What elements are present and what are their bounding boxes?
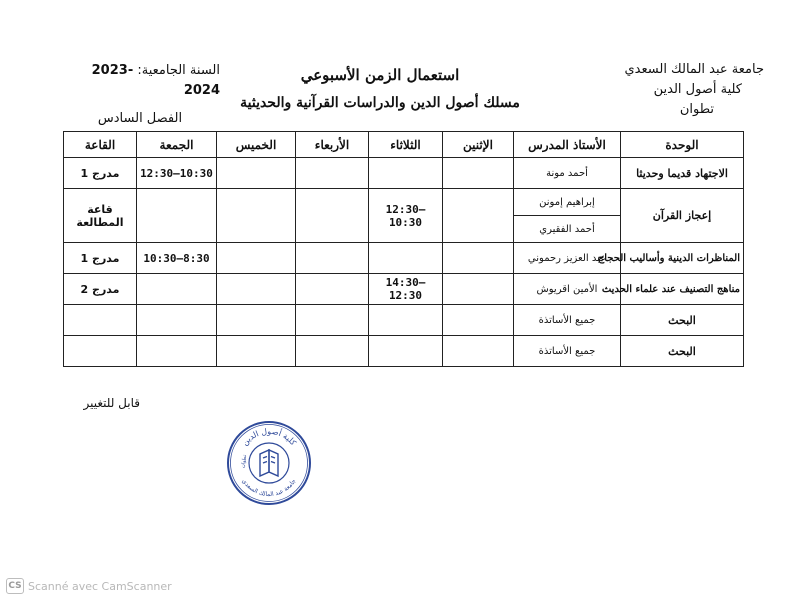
room-cell: قاعة المطالعة <box>64 189 137 243</box>
friday-cell: 12:30–10:30 <box>137 158 217 189</box>
wednesday-cell <box>296 274 369 305</box>
teacher-cell: عبد العزيز رحموني <box>514 243 621 274</box>
table-row <box>64 274 744 305</box>
book-emblem-icon <box>260 450 278 476</box>
thursday-cell <box>217 305 296 336</box>
wednesday-cell <box>296 158 369 189</box>
tuesday-cell <box>369 158 443 189</box>
teacher-cell: الأمين اقريوش <box>514 274 621 305</box>
thursday-cell <box>217 189 296 243</box>
table-row <box>64 336 744 367</box>
header-wednesday: الأربعاء <box>296 132 369 158</box>
wednesday-cell <box>296 189 369 243</box>
weekly-schedule-table <box>63 131 744 367</box>
table-row <box>64 243 744 274</box>
teacher-cell: جميع الأساتذة <box>514 336 621 367</box>
teacher-cell: جميع الأساتذة <box>514 305 621 336</box>
wednesday-cell <box>296 243 369 274</box>
thursday-cell <box>217 336 296 367</box>
title-block <box>230 64 530 114</box>
thursday-cell <box>217 274 296 305</box>
institution-header <box>544 60 764 120</box>
room-cell: مدرج 1 <box>64 243 137 274</box>
header-friday: الجمعة <box>137 132 217 158</box>
unit-cell: المناظرات الدينية وأساليب الحجاج <box>621 243 744 274</box>
header-room: القاعة <box>64 132 137 158</box>
tuesday-cell <box>369 243 443 274</box>
monday-cell <box>443 336 514 367</box>
stamp-seal-icon <box>226 420 312 506</box>
tuesday-cell: 12:30–10:30 <box>369 189 443 243</box>
wednesday-cell <box>296 336 369 367</box>
friday-cell: 10:30–8:30 <box>137 243 217 274</box>
stamp-bottom-text: جامعة عبد المالك السعدي <box>240 477 298 499</box>
monday-cell <box>443 189 514 243</box>
table-row <box>64 189 744 216</box>
header-monday: الإثنين <box>443 132 514 158</box>
unit-cell: الاجتهاد قديما وحديثا <box>621 158 744 189</box>
stamp-top-text: كلية أصول الدين <box>240 426 298 448</box>
table-row <box>64 158 744 189</box>
thursday-cell <box>217 243 296 274</box>
scanner-watermark-text: Scanné avec CamScanner <box>28 579 172 593</box>
subject-to-change-note: قابل للتغيير <box>83 396 140 410</box>
teacher-cell: أحمد الفقيري <box>514 216 621 243</box>
academic-year-value: 2023-2024 <box>91 63 220 98</box>
monday-cell <box>443 243 514 274</box>
teacher-cell: إبراهيم إمونن <box>514 189 621 216</box>
monday-cell <box>443 158 514 189</box>
faculty-name: كلية أصول الدين <box>653 82 742 97</box>
tuesday-cell <box>369 305 443 336</box>
tuesday-cell: 14:30–12:30 <box>369 274 443 305</box>
city-name: تطوان <box>679 102 714 117</box>
stamp-side-text: تطوان <box>240 454 249 469</box>
table-row <box>64 305 744 336</box>
friday-cell <box>137 274 217 305</box>
university-name: جامعة عبد المالك السعدي <box>624 62 764 77</box>
academic-year-label: السنة الجامعية: <box>137 63 220 78</box>
header-unit: الوحدة <box>621 132 744 158</box>
monday-cell <box>443 274 514 305</box>
semester-label: الفصل السادس <box>97 111 183 126</box>
thursday-cell <box>217 158 296 189</box>
monday-cell <box>443 305 514 336</box>
teacher-cell: أحمد مونة <box>514 158 621 189</box>
academic-info <box>60 61 220 129</box>
svg-text:جامعة عبد المالك السعدي <box>241 478 298 498</box>
unit-cell: مناهج التصنيف عند علماء الحديث <box>621 274 744 305</box>
friday-cell <box>137 336 217 367</box>
header-thursday: الخميس <box>217 132 296 158</box>
unit-cell: البحث <box>621 305 744 336</box>
friday-cell <box>137 305 217 336</box>
room-cell <box>64 336 137 367</box>
header-tuesday: الثلاثاء <box>369 132 443 158</box>
scanner-watermark <box>6 578 172 594</box>
faculty-stamp <box>226 420 312 506</box>
camscanner-logo-icon: CS <box>6 578 24 594</box>
table-header-row <box>64 132 744 158</box>
wednesday-cell <box>296 305 369 336</box>
unit-cell: البحث <box>621 336 744 367</box>
tuesday-cell <box>369 336 443 367</box>
unit-cell: إعجاز القرآن <box>621 189 744 243</box>
header-teacher: الأستاذ المدرس <box>514 132 621 158</box>
room-cell <box>64 305 137 336</box>
room-cell: مدرج 1 <box>64 158 137 189</box>
friday-cell <box>137 189 217 243</box>
academic-year <box>60 61 220 101</box>
document-title: استعمال الزمن الأسبوعي <box>300 66 460 84</box>
document-subtitle: مسلك أصول الدين والدراسات القرآنية والحديثية <box>240 95 520 111</box>
room-cell: مدرج 2 <box>64 274 137 305</box>
